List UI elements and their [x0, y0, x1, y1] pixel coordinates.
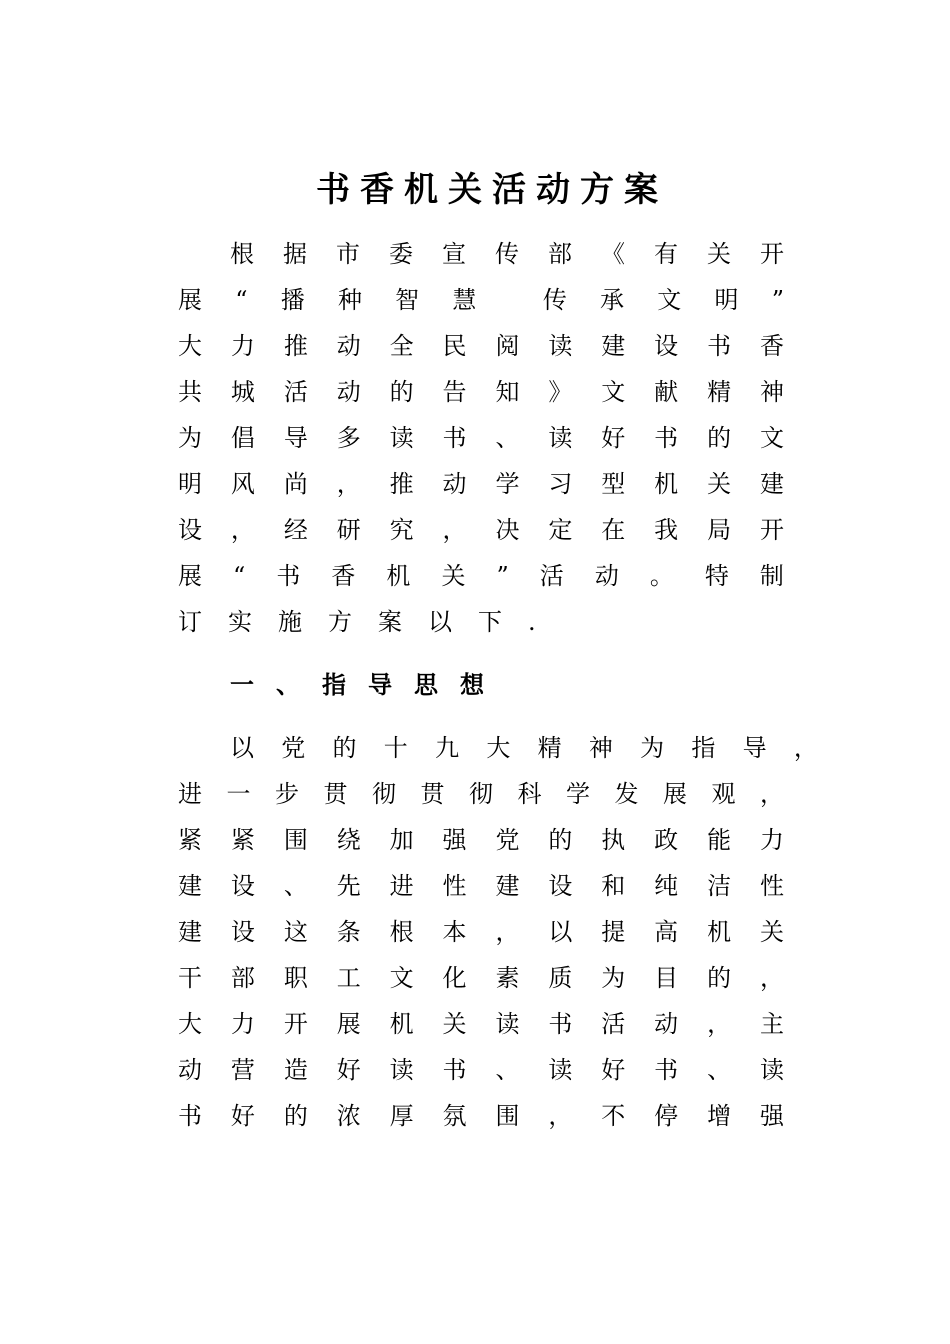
glyph: 的: [283, 1102, 308, 1130]
glyph: 习: [548, 470, 573, 498]
glyph: 部: [230, 964, 255, 992]
glyph: 的: [332, 734, 357, 762]
glyph: 型: [601, 470, 626, 498]
glyph: 指: [691, 734, 716, 762]
glyph: 机: [707, 918, 732, 946]
paragraph-line: [178, 599, 784, 645]
glyph: 厚: [389, 1102, 414, 1130]
glyph: 机: [389, 1010, 414, 1038]
glyph: 民: [442, 332, 467, 360]
glyph: 设: [230, 918, 255, 946]
glyph: 展: [663, 780, 687, 808]
glyph: 书: [654, 424, 679, 452]
glyph: 读: [759, 1056, 784, 1084]
glyph: 书: [707, 332, 732, 360]
glyph: 精: [537, 734, 562, 762]
glyph: 》: [548, 378, 573, 406]
glyph: 动: [336, 332, 361, 360]
glyph: 香: [331, 562, 356, 590]
glyph: 素: [495, 964, 520, 992]
glyph: 大: [486, 734, 511, 762]
glyph: 这: [283, 918, 308, 946]
glyph: 好: [230, 1102, 255, 1130]
glyph: 关: [707, 470, 732, 498]
paragraph-line: [178, 461, 784, 507]
glyph: 书: [442, 1056, 467, 1084]
paragraph-line: [178, 415, 784, 461]
glyph: 开: [283, 1010, 308, 1038]
glyph: 特: [704, 562, 729, 590]
glyph: 性: [442, 872, 467, 900]
glyph: 党: [495, 826, 520, 854]
glyph: 共: [178, 378, 202, 406]
glyph: 以: [230, 734, 254, 762]
glyph: 动: [178, 1056, 202, 1084]
glyph: 定: [548, 516, 573, 544]
glyph: ，: [707, 1010, 732, 1038]
glyph: ，: [336, 470, 361, 498]
glyph: 职: [283, 964, 308, 992]
glyph: 书: [178, 1102, 202, 1130]
glyph: 本: [442, 918, 467, 946]
glyph: 学: [495, 470, 520, 498]
glyph: 读: [389, 424, 414, 452]
glyph: 精: [707, 378, 732, 406]
glyph: 读: [495, 1010, 520, 1038]
glyph: 力: [230, 1010, 255, 1038]
glyph: 设: [230, 872, 255, 900]
glyph: 有: [654, 240, 678, 268]
glyph: 香: [759, 332, 784, 360]
glyph: 文: [657, 286, 682, 314]
glyph: 步: [275, 780, 299, 808]
glyph: 大: [178, 332, 202, 360]
glyph: 告: [442, 378, 467, 406]
glyph: 进: [389, 872, 414, 900]
paragraph-line: [178, 1001, 784, 1047]
glyph: 在: [601, 516, 626, 544]
glyph: 推: [389, 470, 414, 498]
glyph: 动: [442, 470, 467, 498]
glyph: 党: [281, 734, 306, 762]
glyph: 的: [707, 424, 732, 452]
glyph: 展: [336, 1010, 361, 1038]
glyph: 氛: [442, 1102, 467, 1130]
glyph: 纯: [654, 872, 679, 900]
section-paragraph: [178, 725, 818, 1139]
glyph: 施: [278, 608, 302, 636]
glyph: 全: [389, 332, 414, 360]
glyph: “: [235, 286, 248, 314]
glyph: 建: [495, 872, 520, 900]
glyph: 关: [442, 1010, 467, 1038]
glyph: 市: [336, 240, 360, 268]
glyph: 增: [707, 1102, 732, 1130]
glyph: 阅: [495, 332, 520, 360]
glyph: 书: [442, 424, 467, 452]
glyph: ，: [759, 964, 784, 992]
glyph: 研: [336, 516, 361, 544]
glyph: 执: [601, 826, 626, 854]
glyph: 神: [759, 378, 784, 406]
glyph: 制: [759, 562, 784, 590]
glyph: 好: [601, 424, 626, 452]
document-title: 书香机关活动方案: [316, 170, 668, 210]
glyph: 根: [230, 240, 254, 268]
glyph: 加: [389, 826, 414, 854]
glyph: ，: [760, 780, 784, 808]
glyph: 贯: [420, 780, 445, 808]
glyph: 条: [336, 918, 361, 946]
glyph: 部: [548, 240, 572, 268]
glyph: 强: [759, 1102, 784, 1130]
glyph: 大: [178, 1010, 202, 1038]
glyph: 传: [495, 240, 519, 268]
glyph: ，: [230, 516, 255, 544]
glyph: 观: [711, 780, 736, 808]
glyph: 以: [428, 608, 452, 636]
glyph: 建: [178, 918, 202, 946]
glyph: 一: [226, 780, 251, 808]
glyph: 关: [759, 918, 784, 946]
glyph: 紧: [178, 826, 202, 854]
paragraph-line: [178, 369, 784, 415]
glyph: 围: [283, 826, 308, 854]
glyph: 风: [230, 470, 255, 498]
glyph: 展: [178, 562, 202, 590]
paragraph-line: [178, 231, 784, 277]
glyph: 和: [601, 872, 626, 900]
glyph: 彻: [372, 780, 396, 808]
glyph: 机: [654, 470, 679, 498]
glyph: 的: [548, 826, 573, 854]
paragraph-line: [178, 909, 784, 955]
glyph: 紧: [230, 826, 255, 854]
glyph: 决: [495, 516, 520, 544]
glyph: 不: [601, 1102, 626, 1130]
glyph: 先: [336, 872, 361, 900]
glyph: 洁: [707, 872, 732, 900]
glyph: 神: [588, 734, 613, 762]
glyph: 机: [386, 562, 411, 590]
glyph: 十: [383, 734, 408, 762]
glyph: 慧: [452, 286, 477, 314]
glyph: 多: [336, 424, 361, 452]
glyph: 停: [654, 1102, 679, 1130]
glyph: 科: [517, 780, 542, 808]
glyph: ，: [548, 1102, 573, 1130]
glyph: 浓: [336, 1102, 361, 1130]
glyph: 导: [742, 734, 767, 762]
glyph: 传: [542, 286, 567, 314]
glyph: 方: [328, 608, 352, 636]
glyph: 质: [548, 964, 573, 992]
glyph: 城: [230, 378, 255, 406]
glyph: 建: [601, 332, 626, 360]
glyph: 种: [337, 286, 362, 314]
glyph: 据: [283, 240, 307, 268]
glyph: 绕: [336, 826, 361, 854]
glyph: 好: [601, 1056, 626, 1084]
glyph: 导: [283, 424, 308, 452]
glyph: 开: [759, 516, 784, 544]
glyph: 、: [495, 1056, 520, 1084]
glyph: 力: [759, 826, 784, 854]
glyph: 好: [336, 1056, 361, 1084]
glyph: 《: [601, 240, 625, 268]
glyph: 经: [283, 516, 308, 544]
glyph: 书: [548, 1010, 573, 1038]
glyph: 化: [442, 964, 467, 992]
glyph: 展: [178, 286, 202, 314]
glyph: 局: [707, 516, 732, 544]
glyph: 九: [435, 734, 460, 762]
paragraph-line: [178, 771, 784, 817]
glyph: ”: [771, 286, 784, 314]
glyph: 承: [600, 286, 625, 314]
glyph: 设: [178, 516, 202, 544]
glyph: 委: [389, 240, 413, 268]
glyph: 强: [442, 826, 467, 854]
glyph: 活: [601, 1010, 626, 1038]
glyph: 根: [389, 918, 414, 946]
glyph: 建: [178, 872, 202, 900]
glyph: 实: [228, 608, 252, 636]
paragraph-line: [178, 507, 784, 553]
paragraph-line: [178, 1093, 784, 1139]
glyph: 关: [441, 562, 466, 590]
paragraph-line: [178, 323, 784, 369]
glyph: 、: [707, 1056, 732, 1084]
glyph: 能: [707, 826, 732, 854]
glyph: 进: [178, 780, 202, 808]
glyph: 的: [707, 964, 732, 992]
glyph: ，: [495, 918, 520, 946]
glyph: 案: [378, 608, 402, 636]
glyph: 开: [760, 240, 784, 268]
glyph: 设: [654, 332, 679, 360]
paragraph-line: [178, 725, 818, 771]
glyph: ，: [793, 734, 818, 762]
glyph: 播: [280, 286, 305, 314]
section-heading: 一、指导思想: [230, 671, 506, 699]
glyph: 书: [654, 1056, 679, 1084]
intro-paragraph: [178, 231, 784, 645]
glyph: 建: [759, 470, 784, 498]
glyph: 为: [601, 964, 626, 992]
glyph: “: [233, 562, 246, 590]
glyph: 彻: [469, 780, 493, 808]
glyph: 智: [395, 286, 420, 314]
glyph: 设: [548, 872, 573, 900]
glyph: 围: [495, 1102, 520, 1130]
glyph: 活: [283, 378, 308, 406]
glyph: 尚: [283, 470, 308, 498]
glyph: 提: [601, 918, 626, 946]
glyph: 发: [614, 780, 639, 808]
glyph: 性: [759, 872, 784, 900]
glyph: 、: [495, 424, 520, 452]
glyph: 力: [230, 332, 255, 360]
glyph: 的: [389, 378, 414, 406]
glyph: 倡: [230, 424, 255, 452]
glyph: 动: [336, 378, 361, 406]
glyph: 以: [548, 918, 573, 946]
glyph: 造: [283, 1056, 308, 1084]
glyph: 推: [283, 332, 308, 360]
glyph: 读: [548, 424, 573, 452]
glyph: 知: [495, 378, 520, 406]
glyph: 订: [178, 608, 202, 636]
glyph: 贯: [323, 780, 348, 808]
glyph: 关: [707, 240, 731, 268]
glyph: 为: [178, 424, 202, 452]
glyph: 政: [654, 826, 679, 854]
glyph: 究: [389, 516, 414, 544]
glyph: 活: [539, 562, 564, 590]
glyph: 干: [178, 964, 202, 992]
glyph: 读: [548, 332, 573, 360]
paragraph-line: [178, 863, 784, 909]
glyph: 动: [654, 1010, 679, 1038]
glyph: 目: [654, 964, 679, 992]
paragraph-line: [178, 1047, 784, 1093]
glyph: .: [528, 608, 536, 636]
glyph: 工: [336, 964, 361, 992]
glyph: ”: [496, 562, 509, 590]
glyph: 。: [649, 562, 674, 590]
paragraph-line: [178, 553, 784, 599]
paragraph-line: [178, 955, 784, 1001]
glyph: 为: [640, 734, 665, 762]
glyph: 读: [548, 1056, 573, 1084]
glyph: 学: [566, 780, 590, 808]
glyph: 宣: [442, 240, 466, 268]
paragraph-line: [178, 277, 784, 323]
glyph: 、: [283, 872, 308, 900]
glyph: 动: [594, 562, 619, 590]
glyph: 读: [389, 1056, 414, 1084]
glyph: 营: [230, 1056, 255, 1084]
glyph: 书: [276, 562, 301, 590]
paragraph-line: [178, 817, 784, 863]
glyph: 文: [759, 424, 784, 452]
glyph: 文: [601, 378, 626, 406]
glyph: 主: [759, 1010, 784, 1038]
glyph: 高: [654, 918, 679, 946]
glyph: ，: [442, 516, 467, 544]
glyph: 明: [714, 286, 739, 314]
glyph: 下: [478, 608, 502, 636]
glyph: 献: [654, 378, 679, 406]
glyph: 我: [654, 516, 679, 544]
glyph: 文: [389, 964, 414, 992]
glyph: 明: [178, 470, 202, 498]
